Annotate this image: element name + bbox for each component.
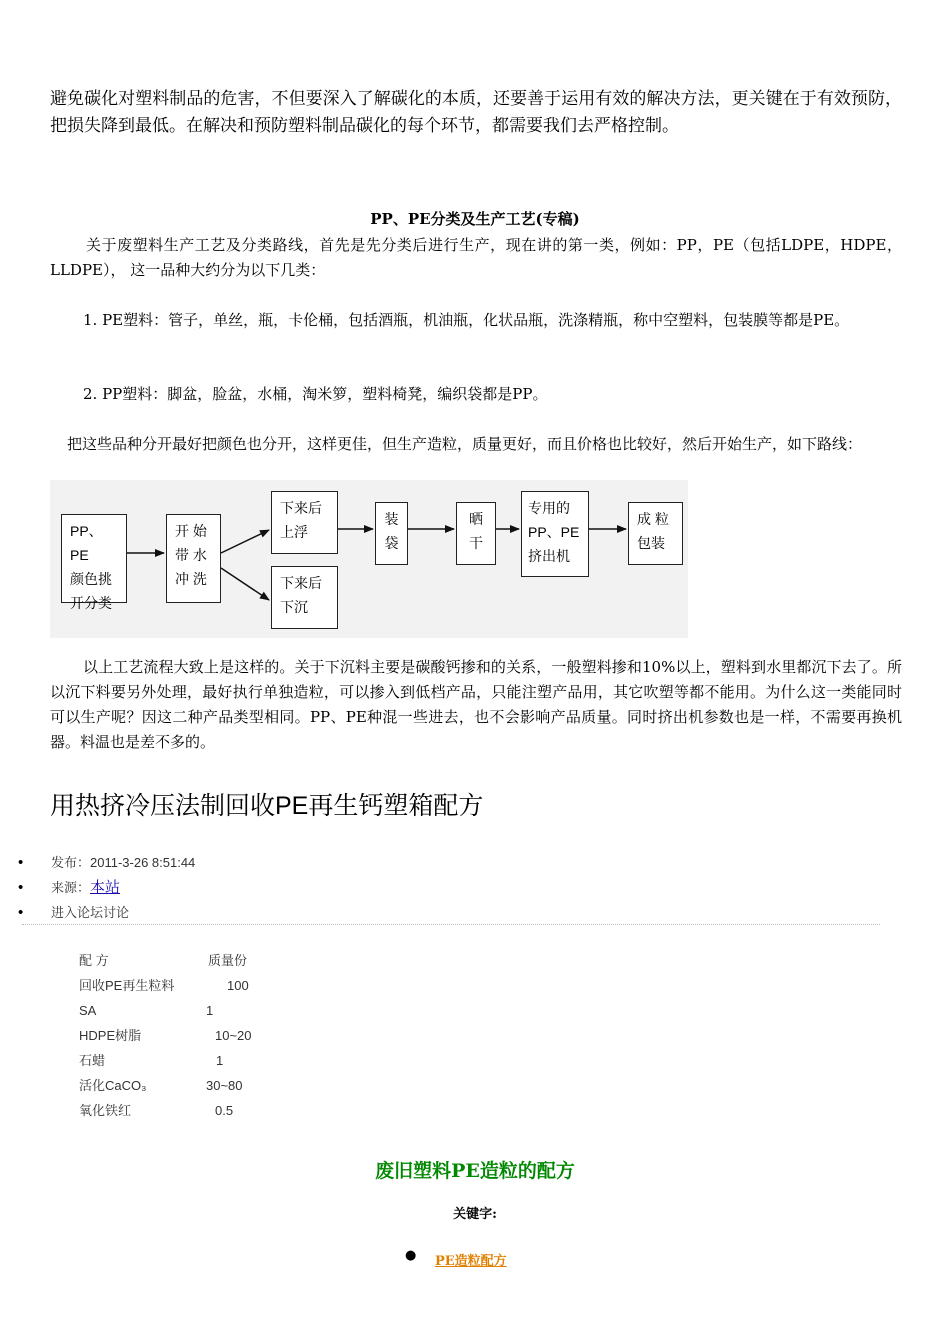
recipe-amount: 1 xyxy=(216,1053,224,1068)
flow-step-dry: 晒 干 xyxy=(456,502,496,565)
section-title-pp-pe: PP、PE分类及生产工艺(专稿) xyxy=(370,210,580,228)
article-title: 用热挤冷压法制回收PE再生钙塑箱配方 xyxy=(50,792,484,820)
section-paragraph-summary: 以上工艺流程大致上是这样的。关于下沉料主要是碳酸钙掺和的关系，一般塑料掺和10%以上，塑料到水里都沉下去了。所以沉下料要另外处理，最好执行单独造粒，可以掺入到低档产品，只能注塑产品用，其它吹塑等都不能用。为什么这一类能同时可以生产呢？因这二种产品类型相同。PP、PE种混一些进去，也不会影响产品质量。同时挤出机参数也是一样，不需要再换机器。料温也是差不多的。 xyxy=(50,658,902,751)
recipe-ingredient: 氧化铁红 xyxy=(79,1103,132,1118)
recipe-amount: 10~20 xyxy=(215,1028,252,1043)
divider xyxy=(22,924,880,925)
flow-step-sort: PP、PE 颜色挑 开分类 xyxy=(61,514,127,603)
flow-arrows xyxy=(50,480,688,638)
flow-step-wash: 开 始 带 水 冲 洗 xyxy=(166,514,221,603)
keywords-label: 关键字: xyxy=(453,1207,497,1222)
source-label: 来源： xyxy=(51,880,91,895)
recipe-header-value: 质量份 xyxy=(208,953,248,968)
recipe-header-name: 配 方 xyxy=(79,953,109,968)
recipe-amount: 1 xyxy=(206,1003,214,1018)
section-paragraph-route: 把这些品种分开最好把颜色也分开，这样更佳，但生产造粒，质量更好，而且价格也比较好，然后开始生产，如下路线： xyxy=(67,435,863,453)
recipe-amount: 0.5 xyxy=(215,1103,234,1118)
source-link[interactable]: 本站 xyxy=(90,879,121,896)
article-meta xyxy=(18,850,195,925)
process-flow-diagram xyxy=(50,480,688,638)
source-line xyxy=(18,875,195,900)
recipe-ingredient: HDPE树脂 xyxy=(79,1028,142,1043)
flow-step-sink: 下来后 下沉 xyxy=(271,566,338,629)
recipe-ingredient: 石蜡 xyxy=(79,1053,106,1068)
flow-step-pack: 成 粒 包装 xyxy=(628,502,683,565)
list-item-pe: 1. PE塑料：管子，单丝，瓶，卡伦桶，包括酒瓶，机油瓶，化状品瓶，洗涤精瓶，称中空塑料，包装膜等都是PE。 xyxy=(83,311,850,329)
forum-link[interactable]: • 进入论坛讨论 xyxy=(18,900,195,925)
keyword-link[interactable]: PE造粒配方 xyxy=(435,1254,507,1269)
recipe-amount: 30~80 xyxy=(206,1078,243,1093)
section-paragraph-intro: 关于废塑料生产工艺及分类路线，首先是先分类后进行生产，现在讲的第一类，例如：PP，PE（包括LDPE，HDPE，LLDPE）， 这一品种大约分为以下几类： xyxy=(50,236,902,279)
intro-paragraph: 避免碳化对塑料制品的危害，不但要深入了解碳化的本质，还要善于运用有效的解决方法，更关键在于有效预防，把损失降到最低。在解决和预防塑料制品碳化的每个环节，都需要我们去严格控制。 xyxy=(50,89,902,136)
arrow-2b xyxy=(221,568,269,600)
flow-step-extruder: 专用的 PP、PE 挤出机 xyxy=(521,491,589,577)
section-title-pe-granulation: 废旧塑料PE造粒的配方 xyxy=(375,1160,575,1182)
flow-step-float: 下来后 上浮 xyxy=(271,491,338,554)
recipe-ingredient: 活化CaCO₃ xyxy=(79,1078,147,1093)
publish-date: • 发布：2011-3-26 8:51:44 xyxy=(18,850,195,875)
arrow-2a xyxy=(221,530,269,553)
recipe-amount: 100 xyxy=(227,978,249,993)
bullet-icon: ● xyxy=(405,1248,417,1263)
recipe-ingredient: 回收PE再生粒料 xyxy=(79,978,175,993)
recipe-ingredient: SA xyxy=(79,1003,97,1018)
flow-step-bag: 装 袋 xyxy=(375,502,408,565)
list-item-pp: 2. PP塑料：脚盆，脸盆，水桶，淘米箩，塑料椅凳，编织袋都是PP。 xyxy=(83,385,548,403)
